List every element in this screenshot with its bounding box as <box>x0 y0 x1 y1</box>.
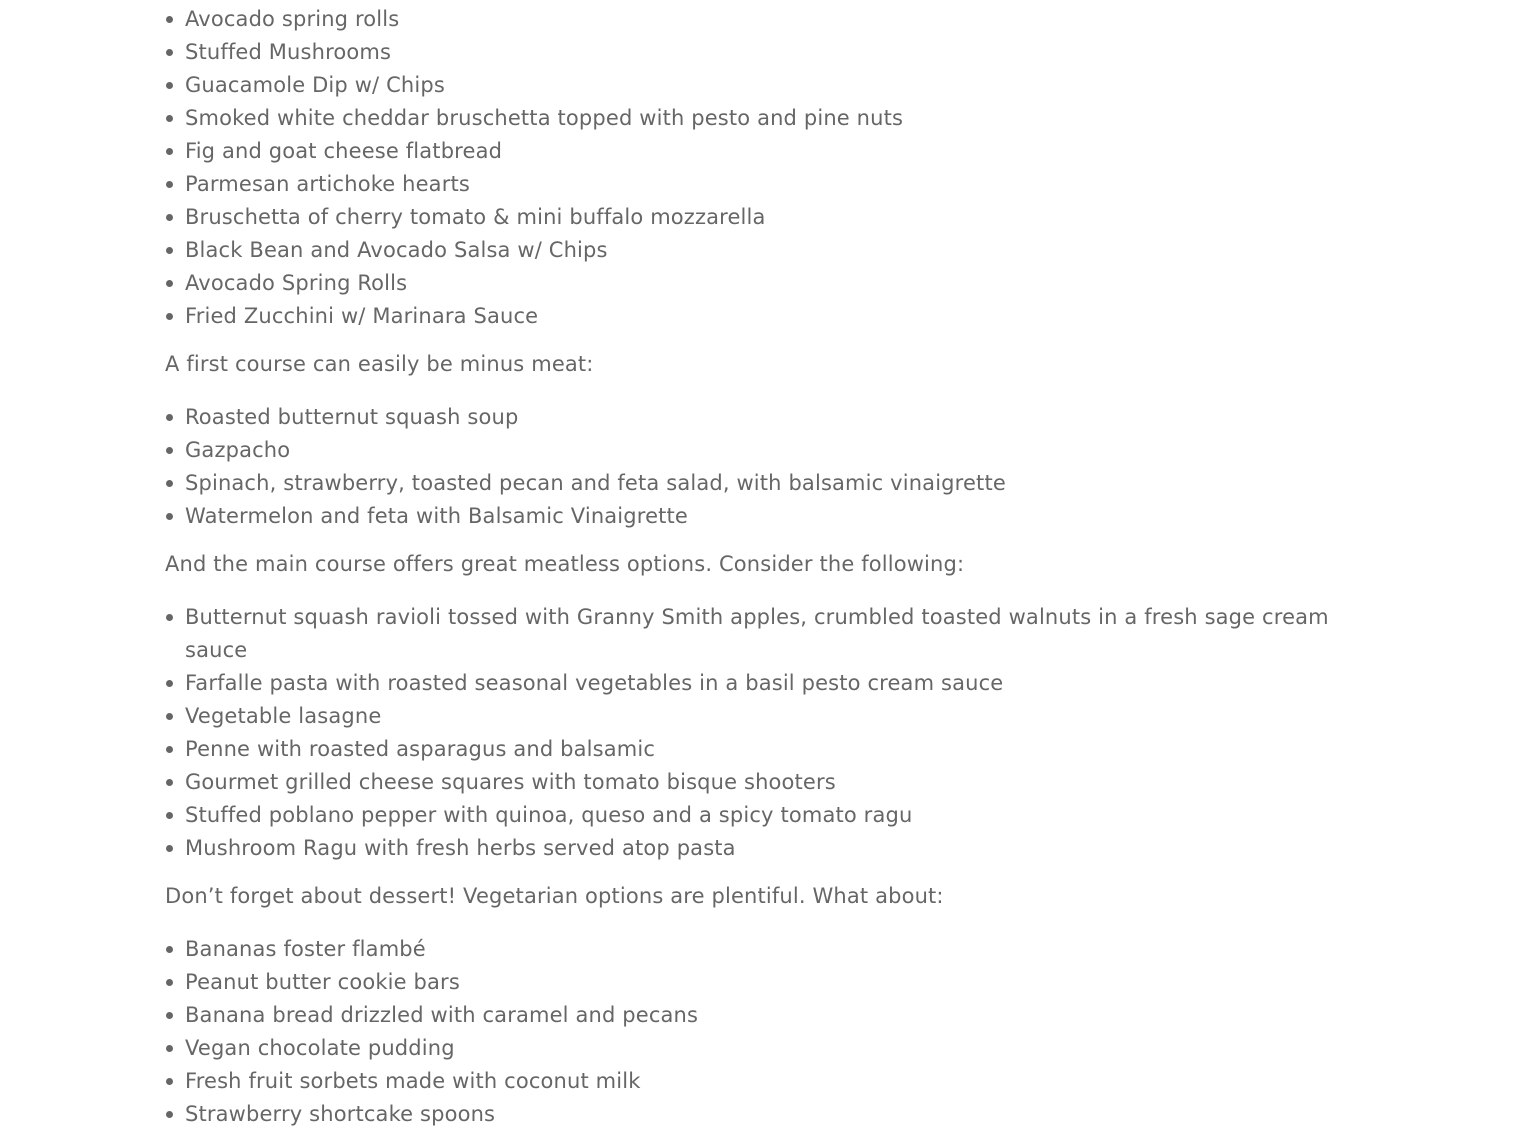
appetizer-list <box>165 3 1380 333</box>
list-item: Strawberry shortcake spoons <box>165 1098 1380 1131</box>
list-item: Fried Zucchini w/ Marinara Sauce <box>165 300 1380 333</box>
list-item: Black Bean and Avocado Salsa w/ Chips <box>165 234 1380 267</box>
first-course-list <box>165 401 1380 533</box>
list-item: Peanut butter cookie bars <box>165 966 1380 999</box>
list-item: Penne with roasted asparagus and balsamic <box>165 733 1380 766</box>
list-item: Fig and goat cheese flatbread <box>165 135 1380 168</box>
list-item: Guacamole Dip w/ Chips <box>165 69 1380 102</box>
list-item: Gazpacho <box>165 434 1380 467</box>
list-item: Butternut squash ravioli tossed with Granny Smith apples, crumbled toasted walnuts in a fresh sage cream sauce <box>165 601 1380 667</box>
list-item: Avocado spring rolls <box>165 3 1380 36</box>
list-item: Avocado Spring Rolls <box>165 267 1380 300</box>
list-item: Watermelon and feta with Balsamic Vinaigrette <box>165 500 1380 533</box>
list-item: Stuffed poblano pepper with quinoa, queso and a spicy tomato ragu <box>165 799 1380 832</box>
main-course-intro: And the main course offers great meatless options. Consider the following: <box>165 552 965 576</box>
list-item: Fresh fruit sorbets made with coconut milk <box>165 1065 1380 1098</box>
list-item: Vegetable lasagne <box>165 700 1380 733</box>
article-content <box>165 3 1380 1131</box>
list-item: Bananas foster flambé <box>165 933 1380 966</box>
list-item: Smoked white cheddar bruschetta topped with pesto and pine nuts <box>165 102 1380 135</box>
list-item: Spinach, strawberry, toasted pecan and feta salad, with balsamic vinaigrette <box>165 467 1380 500</box>
list-item: Roasted butternut squash soup <box>165 401 1380 434</box>
list-item: Bruschetta of cherry tomato & mini buffalo mozzarella <box>165 201 1380 234</box>
list-item: Vegan chocolate pudding <box>165 1032 1380 1065</box>
list-item: Stuffed Mushrooms <box>165 36 1380 69</box>
dessert-intro: Don’t forget about dessert! Vegetarian options are plentiful. What about: <box>165 884 944 908</box>
first-course-intro: A first course can easily be minus meat: <box>165 352 594 376</box>
list-item: Gourmet grilled cheese squares with tomato bisque shooters <box>165 766 1380 799</box>
list-item: Farfalle pasta with roasted seasonal vegetables in a basil pesto cream sauce <box>165 667 1380 700</box>
dessert-list <box>165 933 1380 1131</box>
list-item: Mushroom Ragu with fresh herbs served atop pasta <box>165 832 1380 865</box>
list-item: Banana bread drizzled with caramel and pecans <box>165 999 1380 1032</box>
main-course-list <box>165 601 1380 865</box>
list-item: Parmesan artichoke hearts <box>165 168 1380 201</box>
